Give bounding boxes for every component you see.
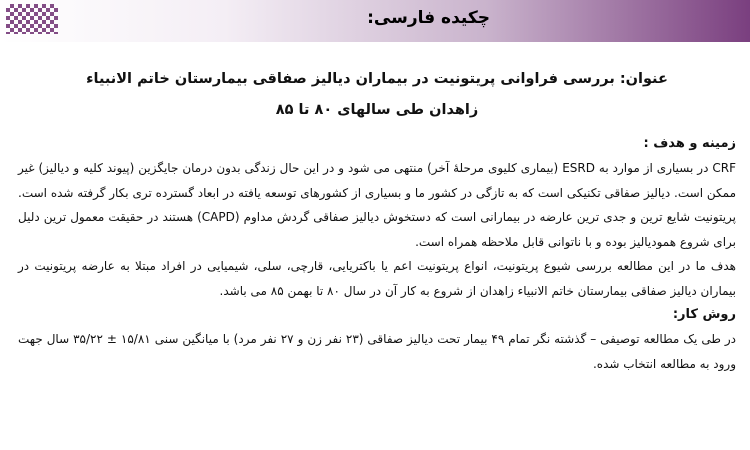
- document-title: [18, 64, 736, 126]
- header-banner: [0, 0, 750, 42]
- background-heading: زمینه و هدف :: [643, 136, 736, 151]
- background-paragraph: CRF در بسیاری از موارد به ESRD (بیماری کلیوی مرحلهٔ آخر) منتهی می شود و در این حال زندگی بدون درمان جایگزین (پیوند کلیه و دیالیز) غیر ممکن است. دیالیز صفاقی تکنیکی است که به تازگی در کشور ما و بسیاری از کشورهای توسعه یافته در ابعاد گسترده تری بکار گرفته شده است. پریتونیت شایع ترین و جدی ترین عارضه در بیمارانی است که دستخوش دیالیز صفاقی گردش مداوم (CAPD) هستند در حقیقت معمول ترین دلیل برای شروع همودیالیز بوده و با ناتوانی قابل ملاحظه همراه است.: [18, 161, 736, 249]
- methods-paragraph: در طی یک مطالعه توصیفی – گذشته نگر تمام ۴۹ بیمار تحت دیالیز صفاقی (۲۳ نفر زن و ۲۷ نفر مرد) با میانگین سنی ۱۵/۸۱ ± ۳۵/۲۲ سال جهت ورود به مطالعه انتخاب شده.: [18, 332, 737, 371]
- title-line-2: زاهدان طی سالهای ۸۰ تا ۸۵: [275, 102, 479, 118]
- document-body: [18, 64, 736, 376]
- header-title: چکیده فارسی:: [367, 8, 490, 28]
- checker-decoration: [6, 4, 58, 34]
- objective-paragraph: هدف ما در این مطالعه بررسی شیوع پریتونیت، انواع پریتونیت اعم یا باکتریایی، قارچی، سلی، شیمیایی در افراد مبتلا به عارضه پریتونیت در بیماران دیالیز صفاقی بیمارستان خاتم الانبیاء زاهدان از شروع به کار آن در سال ۸۰ تا بهمن ۸۵ می باشد.: [18, 259, 736, 298]
- methods-heading: روش کار:: [672, 307, 736, 322]
- title-line-1: عنوان: بررسی فراوانی پریتونیت در بیماران دیالیز صفاقی بیمارستان خاتم الانبیاء: [86, 71, 668, 87]
